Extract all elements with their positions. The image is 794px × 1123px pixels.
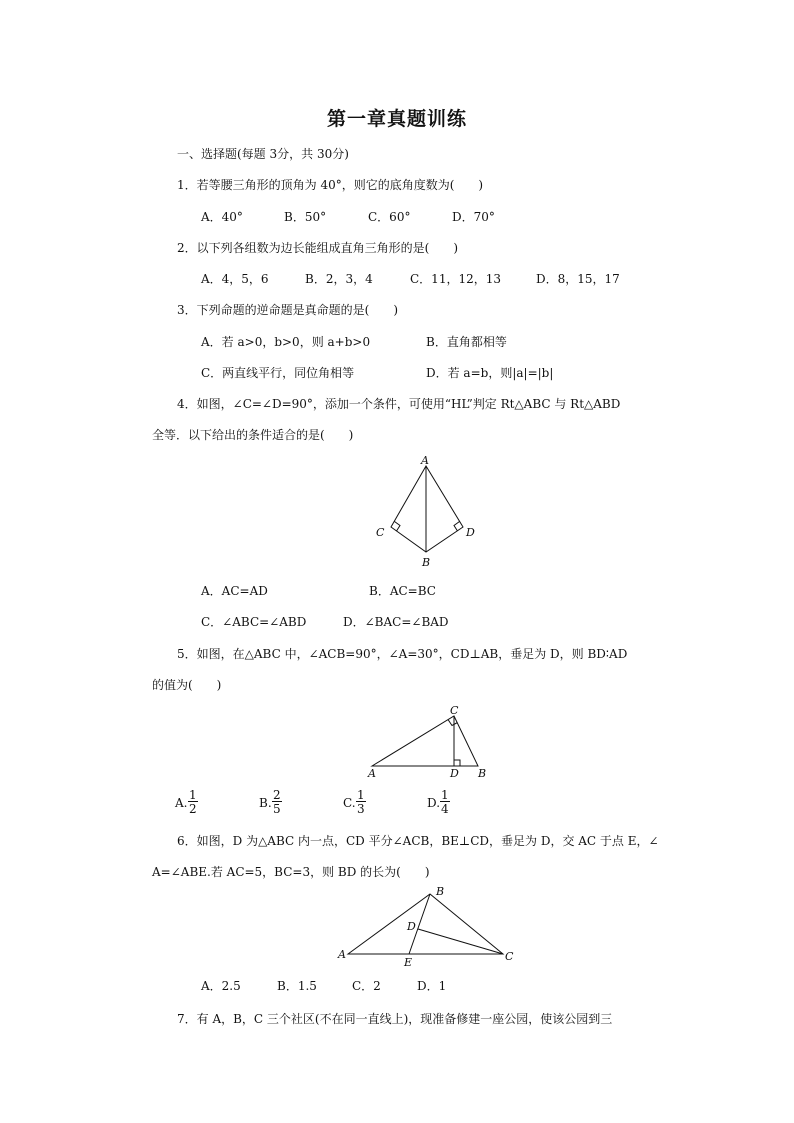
q6-stem-line1: 6．如图，D 为△ABC 内一点，CD 平分∠ACB，BE⊥CD，垂足为 D，交 AC 于点 E，∠ — [177, 834, 659, 848]
q5-option-a-letter: A. — [175, 796, 188, 810]
q3-option-c: C．两直线平行，同位角相等 — [201, 366, 355, 380]
q1-option-b: B．50° — [284, 210, 327, 224]
q5-label-d: D — [450, 767, 459, 780]
q1-option-c: C．60° — [368, 210, 411, 224]
q5-triangle — [372, 716, 478, 766]
q5-option-b-denominator: 5 — [273, 802, 281, 816]
q5-option-a-denominator: 2 — [189, 802, 197, 816]
q6-segment-cd — [418, 929, 503, 954]
q5-label-c: C — [450, 704, 459, 717]
q4-option-c: C．∠ABC=∠ABD — [201, 615, 307, 629]
q1-option-d: D．70° — [452, 210, 495, 224]
q4-stem-line2: 全等．以下给出的条件适合的是( ) — [152, 428, 354, 442]
q3-option-a: A．若 a>0，b>0，则 a+b>0 — [201, 335, 371, 349]
q5-label-b: B — [478, 767, 487, 780]
q3-option-d: D．若 a=b，则|a|=|b| — [426, 366, 554, 380]
q2-option-d: D．8，15，17 — [536, 272, 620, 286]
q4-label-c: C — [376, 526, 385, 539]
q5-option-a-numerator: 1 — [189, 788, 197, 802]
q5-option-a-fraction — [188, 789, 198, 815]
q5-option-c-fraction — [356, 789, 366, 815]
q5-label-a: A — [368, 767, 376, 780]
q4-label-b: B — [422, 556, 431, 569]
q5-option-b-numerator: 2 — [273, 788, 281, 802]
q6-label-b: B — [436, 885, 445, 898]
section-heading: 一、选择题(每题 3分，共 30分) — [177, 147, 349, 161]
q5-option-c-denominator: 3 — [357, 802, 365, 816]
q4-figure — [368, 452, 488, 570]
q6-stem-line2: A=∠ABE.若 AC=5，BC=3，则 BD 的长为( ) — [152, 865, 430, 879]
q6-label-c: C — [505, 950, 514, 963]
q4-option-d: D．∠BAC=∠BAD — [343, 615, 449, 629]
q5-right-angle-d — [454, 760, 460, 766]
q4-option-b: B．AC=BC — [369, 584, 436, 598]
q5-option-c-letter: C. — [343, 796, 356, 810]
q5-figure — [362, 702, 498, 780]
q6-label-d: D — [407, 920, 416, 933]
q4-label-a: A — [421, 454, 429, 467]
q2-stem: 2．以下列各组数为边长能组成直角三角形的是( ) — [177, 241, 459, 255]
q2-option-b: B．2，3，4 — [305, 272, 373, 286]
q6-triangle — [348, 894, 503, 954]
q5-stem-line2: 的值为( ) — [152, 678, 222, 692]
q6-figure — [334, 882, 520, 968]
q5-stem-line1: 5．如图，在△ABC 中，∠ACB=90°，∠A=30°，CD⊥AB，垂足为 D，则 BD∶AD — [177, 647, 628, 661]
q6-label-a: A — [338, 948, 346, 961]
q5-option-c-numerator: 1 — [357, 788, 365, 802]
q3-stem: 3．下列命题的逆命题是真命题的是( ) — [177, 303, 398, 317]
q4-stem-line1: 4．如图，∠C=∠D=90°，添加一个条件，可使用“HL”判定 Rt△ABC 与 Rt△ABD — [177, 397, 621, 411]
q5-option-d-fraction — [440, 789, 450, 815]
q5-option-b-letter: B. — [259, 796, 272, 810]
q3-option-b: B．直角都相等 — [426, 335, 507, 349]
q2-option-c: C．11，12，13 — [410, 272, 501, 286]
q5-option-d-denominator: 4 — [441, 802, 449, 816]
q6-label-e: E — [404, 956, 413, 968]
q7-stem-line1: 7．有 A，B，C 三个社区(不在同一直线上)，现准备修建一座公园，使该公园到三 — [177, 1012, 613, 1026]
q6-option-d: D．1 — [417, 979, 447, 993]
page-title: 第一章真题训练 — [326, 108, 467, 130]
q5-option-b-fraction — [272, 789, 282, 815]
q5-option-d-letter: D. — [427, 796, 441, 810]
q1-stem: 1．若等腰三角形的顶角为 40°，则它的底角度数为( ) — [177, 178, 484, 192]
q6-option-c: C．2 — [352, 979, 381, 993]
q2-option-a: A．4，5，6 — [201, 272, 269, 286]
q1-option-a: A．40° — [201, 210, 243, 224]
q6-option-b: B．1.5 — [277, 979, 317, 993]
q4-label-d: D — [466, 526, 475, 539]
q4-quadrilateral — [391, 466, 463, 552]
q6-option-a: A．2.5 — [201, 979, 241, 993]
q4-option-a: A．AC=AD — [201, 584, 268, 598]
q5-option-d-numerator: 1 — [441, 788, 449, 802]
